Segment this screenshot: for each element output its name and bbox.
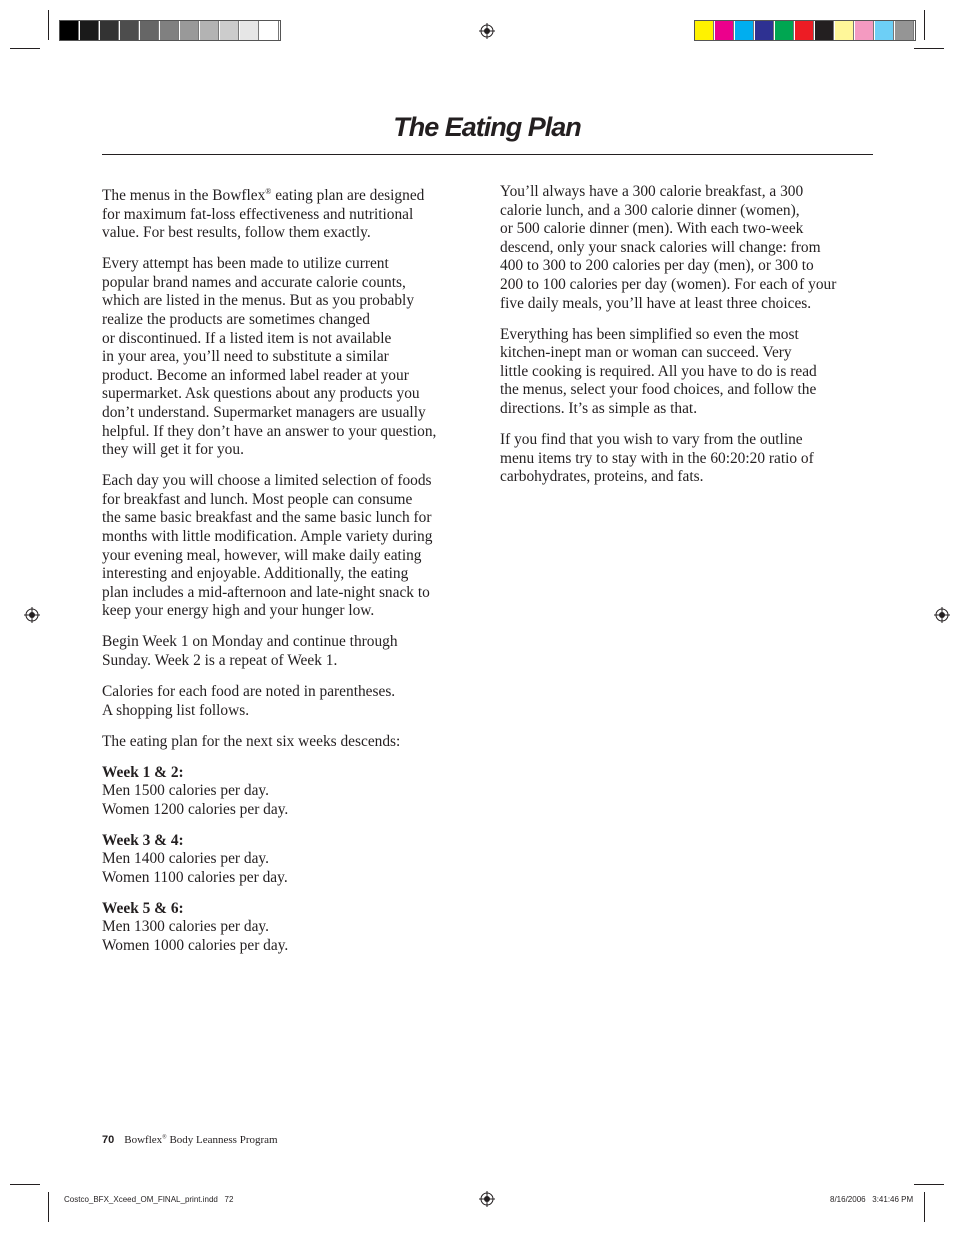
- color-swatch: [260, 21, 279, 40]
- color-swatch: [220, 21, 239, 40]
- process-color-bar: [694, 20, 916, 41]
- week-block: [102, 764, 482, 820]
- intro-text-end: eating plan are designed for maximum fat-loss effectiveness and nutritional value. For best results, follow them exactly.: [102, 187, 425, 242]
- color-swatch: [80, 21, 99, 40]
- book-title: [124, 1134, 277, 1146]
- week-block: [102, 900, 482, 956]
- title-rule: [102, 154, 873, 155]
- color-swatch: [875, 21, 894, 40]
- registered-mark: ®: [265, 187, 272, 196]
- color-swatch: [895, 21, 914, 40]
- descends-paragraph: The eating plan for the next six weeks descends:: [102, 732, 401, 750]
- week-heading: Week 1 & 2:: [102, 763, 184, 781]
- week-heading: Week 5 & 6:: [102, 899, 184, 917]
- page-title: The Eating Plan: [393, 112, 581, 142]
- intro-text-start: The menus in the Bowflex: [102, 187, 266, 205]
- color-swatch: [735, 21, 754, 40]
- left-column: [102, 183, 482, 968]
- color-swatch: [775, 21, 794, 40]
- color-swatch: [815, 21, 834, 40]
- color-swatch: [855, 21, 874, 40]
- color-swatch: [120, 21, 139, 40]
- registered-mark: ®: [162, 1134, 167, 1141]
- book-title-brand: Bowflex: [124, 1134, 163, 1146]
- men-calories: Men 1400 calories per day.: [102, 850, 269, 868]
- crop-mark: [10, 48, 40, 49]
- registration-mark-icon: [24, 607, 40, 623]
- crop-mark: [924, 1192, 925, 1222]
- week-start-paragraph: Begin Week 1 on Monday and continue through Sunday. Week 2 is a repeat of Week 1.: [102, 633, 398, 669]
- color-swatch: [180, 21, 199, 40]
- color-swatch: [240, 21, 259, 40]
- brand-names-paragraph: Every attempt has been made to utilize current popular brand names and accurate calorie counts, which are listed in the menus. But as you probably realize the products are sometimes changed or discontinued. If a listed item is not available in your area, you’ll need to substitute a similar product. Become an informed label reader at your supermarket. Ask questions about any products you don’t understand. Supermarket managers are usually helpful. If they don’t have an answer to your question, they will get it for you.: [102, 255, 437, 459]
- crop-mark: [48, 1192, 49, 1222]
- women-calories: Women 1100 calories per day.: [102, 868, 288, 886]
- men-calories: Men 1300 calories per day.: [102, 918, 269, 936]
- slug-filename: Costco_BFX_Xceed_OM_FINAL_print.indd 72: [64, 1195, 234, 1204]
- men-calories: Men 1500 calories per day.: [102, 782, 269, 800]
- week-block: [102, 832, 482, 888]
- color-swatch: [200, 21, 219, 40]
- intro-paragraph: [102, 183, 482, 243]
- registration-mark-icon: [479, 1191, 495, 1207]
- daily-choice-paragraph: Each day you will choose a limited selection of foods for breakfast and lunch. Most people can consume the same basic breakfast and the same basic lunch for months with little modification. Ample variety during your evening meal, however, will make daily eating interesting and enjoyable. Additionally, the eating plan includes a mid-afternoon and late-night snack to keep your energy high and your hunger low.: [102, 472, 433, 620]
- crop-mark: [914, 1184, 944, 1185]
- color-swatch: [795, 21, 814, 40]
- grayscale-color-bar: [59, 20, 281, 41]
- ratio-paragraph: If you find that you wish to vary from the outline menu items try to stay with in the 60:20:20 ratio of carbohydrates, proteins, and fats.: [500, 430, 814, 486]
- crop-mark: [48, 10, 49, 40]
- simplified-paragraph: Everything has been simplified so even the most kitchen-inept man or woman can succeed. Very little cooking is required. All you have to do is read the menus, select your food choices, and follow the directions. It’s as simple as that.: [500, 325, 817, 417]
- color-swatch: [140, 21, 159, 40]
- right-column: [500, 183, 880, 499]
- women-calories: Women 1200 calories per day.: [102, 800, 289, 818]
- book-title-rest: Body Leanness Program: [166, 1134, 278, 1146]
- women-calories: Women 1000 calories per day.: [102, 937, 289, 955]
- crop-mark: [924, 10, 925, 40]
- meal-calories-paragraph: You’ll always have a 300 calorie breakfast, a 300 calorie lunch, and a 300 calorie dinner (women), or 500 calorie dinner (men). With each two-week descend, only your snack calories will change: from 400 to 300 to 200 calories per day (men), or 300 to 200 to 100 calories per day (women). For each of your five daily meals, you’ll have at least three choices.: [500, 183, 837, 312]
- color-swatch: [715, 21, 734, 40]
- registration-mark-icon: [934, 607, 950, 623]
- color-swatch: [60, 21, 79, 40]
- week-heading: Week 3 & 4:: [102, 831, 184, 849]
- page-footer: [102, 1134, 278, 1146]
- color-swatch: [160, 21, 179, 40]
- crop-mark: [10, 1184, 40, 1185]
- color-swatch: [755, 21, 774, 40]
- color-swatch: [100, 21, 119, 40]
- page-number: 70: [102, 1134, 115, 1146]
- color-swatch: [835, 21, 854, 40]
- slug-datetime: 8/16/2006 3:41:46 PM: [830, 1195, 914, 1204]
- crop-mark: [914, 48, 944, 49]
- color-swatch: [695, 21, 714, 40]
- registration-mark-icon: [479, 23, 495, 39]
- calories-note-paragraph: Calories for each food are noted in parentheses. A shopping list follows.: [102, 682, 396, 719]
